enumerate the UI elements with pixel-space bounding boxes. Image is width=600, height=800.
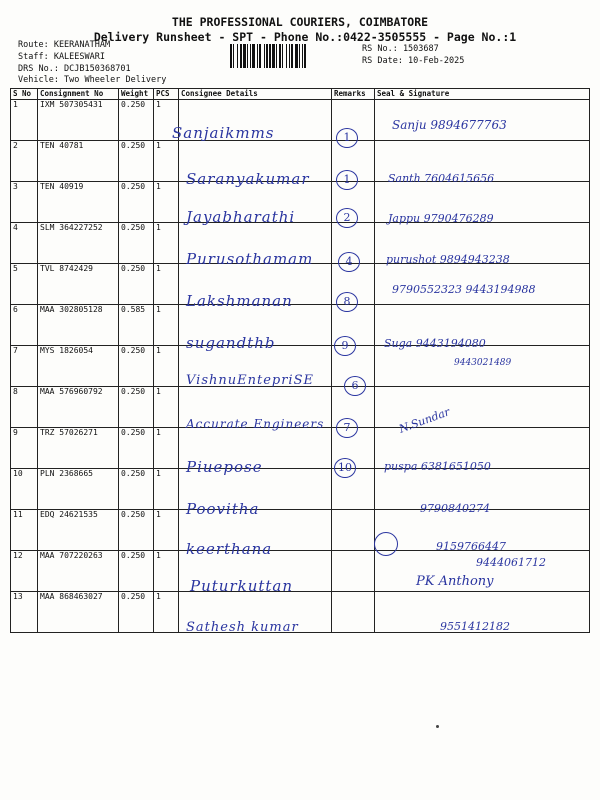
handwritten-name: Saranyakumar (186, 170, 310, 188)
cell-sno: 2 (11, 141, 38, 182)
table-row (11, 305, 590, 346)
vehicle-label: Vehicle: Two Wheeler Delivery (18, 75, 167, 85)
table-row (11, 428, 590, 469)
cell-remarks (332, 592, 375, 633)
handwritten-name: keerthana (186, 540, 273, 558)
cell-sno: 10 (11, 469, 38, 510)
cell-sno: 8 (11, 387, 38, 428)
remark-circle: 4 (338, 252, 360, 272)
handwritten-name: Piuepose (186, 458, 263, 476)
handwritten-signature: PK Anthony (416, 574, 494, 589)
col-pcs: PCS (154, 89, 179, 100)
remark-circle: 7 (336, 418, 358, 438)
cell-pcs: 1 (154, 141, 179, 182)
table-row (11, 469, 590, 510)
cell-weight: 0.250 (119, 182, 154, 223)
cell-sno: 4 (11, 223, 38, 264)
cell-consignment: EDQ 24621535 (38, 510, 119, 551)
cell-pcs: 1 (154, 264, 179, 305)
cell-weight: 0.250 (119, 428, 154, 469)
cell-consignment: MAA 576960792 (38, 387, 119, 428)
barcode (230, 44, 355, 68)
col-remarks: Remarks (332, 89, 375, 100)
remark-circle: 6 (344, 376, 366, 396)
handwritten-name: Purusothamam (186, 250, 314, 268)
cell-weight: 0.250 (119, 141, 154, 182)
handwritten-signature: 9159766447 (436, 540, 506, 553)
handwritten-signature: 9444061712 (476, 556, 546, 569)
cell-weight: 0.250 (119, 469, 154, 510)
col-weight: Weight (119, 89, 154, 100)
cell-remarks (332, 551, 375, 592)
col-sno: S No (11, 89, 38, 100)
cell-consignment: MAA 302805128 (38, 305, 119, 346)
handwritten-signature: puspa 6381651050 (384, 460, 491, 473)
drs-label: DRS No.: DCJB150368701 (18, 64, 131, 74)
col-consignee: Consignee Details (179, 89, 332, 100)
cell-pcs: 1 (154, 510, 179, 551)
speck (436, 725, 439, 728)
handwritten-signature: purushot 9894943238 (386, 253, 510, 266)
round-stamp (374, 532, 398, 556)
cell-sno: 7 (11, 346, 38, 387)
handwritten-name: Puturkuttan (190, 577, 294, 595)
cell-sno: 9 (11, 428, 38, 469)
handwritten-signature: Suga 9443194080 (384, 337, 486, 350)
handwritten-name: Jayabharathi (186, 208, 296, 226)
cell-pcs: 1 (154, 305, 179, 346)
rs-number: RS No.: 1503687 (362, 44, 439, 54)
handwritten-signature: 9790552323 9443194988 (392, 283, 536, 296)
cell-pcs: 1 (154, 387, 179, 428)
cell-remarks (332, 510, 375, 551)
handwritten-name: Lakshmanan (186, 292, 293, 310)
handwritten-signature: N.Sundar (397, 405, 452, 436)
cell-pcs: 1 (154, 223, 179, 264)
cell-weight: 0.250 (119, 510, 154, 551)
cell-consignment: TRZ 57026271 (38, 428, 119, 469)
remark-circle: 2 (336, 208, 358, 228)
handwritten-signature: Sanju 9894677763 (392, 118, 507, 132)
remark-circle: 8 (336, 292, 358, 312)
cell-consignment: TEN 40919 (38, 182, 119, 223)
cell-weight: 0.250 (119, 264, 154, 305)
cell-consignment: TEN 40781 (38, 141, 119, 182)
handwritten-name: Sanjaikmms (172, 124, 275, 142)
cell-sno: 6 (11, 305, 38, 346)
handwritten-name: Sathesh kumar (186, 620, 299, 635)
cell-consignment: SLM 364227252 (38, 223, 119, 264)
cell-sno: 1 (11, 100, 38, 141)
cell-sno: 13 (11, 592, 38, 633)
cell-pcs: 1 (154, 346, 179, 387)
handwritten-name: VishnuEntepriSE (186, 373, 314, 388)
cell-weight: 0.250 (119, 387, 154, 428)
remark-circle: 10 (334, 458, 356, 478)
cell-pcs: 1 (154, 428, 179, 469)
cell-consignment: MYS 1826054 (38, 346, 119, 387)
staff-label: Staff: KALEESWARI (18, 52, 105, 62)
cell-sno: 3 (11, 182, 38, 223)
handwritten-signature: Jappu 9790476289 (388, 212, 494, 225)
cell-pcs: 1 (154, 592, 179, 633)
cell-pcs: 1 (154, 182, 179, 223)
cell-consignment: MAA 707220263 (38, 551, 119, 592)
cell-consignment: TVL 8742429 (38, 264, 119, 305)
remark-circle: 1 (336, 170, 358, 190)
cell-consignment: PLN 2368665 (38, 469, 119, 510)
cell-pcs: 1 (154, 469, 179, 510)
cell-weight: 0.585 (119, 305, 154, 346)
remark-circle: 1 (336, 128, 358, 148)
cell-sno: 5 (11, 264, 38, 305)
cell-sno: 12 (11, 551, 38, 592)
handwritten-signature: 9551412182 (440, 620, 510, 633)
handwritten-name: sugandthb (186, 334, 276, 352)
col-signature: Seal & Signature (375, 89, 590, 100)
cell-sno: 11 (11, 510, 38, 551)
company-title: THE PROFESSIONAL COURIERS, COIMBATORE (171, 15, 429, 29)
table-header-row (11, 89, 590, 100)
handwritten-signature: Santh 7604615656 (388, 172, 495, 185)
cell-pcs: 1 (154, 551, 179, 592)
cell-weight: 0.250 (119, 551, 154, 592)
cell-consignment: IXM 507305431 (38, 100, 119, 141)
rs-date: RS Date: 10-Feb-2025 (362, 56, 465, 66)
cell-pcs: 1 (154, 100, 179, 141)
handwritten-signature: 9443021489 (454, 358, 512, 368)
remark-circle: 9 (334, 336, 356, 356)
col-consignment: Consignment No (38, 89, 119, 100)
cell-weight: 0.250 (119, 223, 154, 264)
handwritten-signature: 9790840274 (420, 502, 490, 515)
route-label: Route: KEERANATHAM (18, 40, 111, 50)
cell-weight: 0.250 (119, 346, 154, 387)
handwritten-name: Poovitha (186, 500, 260, 518)
runsheet-title: Delivery Runsheet - SPT - Phone No.:0422-3505555 - Page No.:1 (93, 30, 517, 44)
cell-consignment: MAA 868463027 (38, 592, 119, 633)
handwritten-name: Accurate Engineers (186, 417, 325, 431)
cell-weight: 0.250 (119, 100, 154, 141)
cell-weight: 0.250 (119, 592, 154, 633)
